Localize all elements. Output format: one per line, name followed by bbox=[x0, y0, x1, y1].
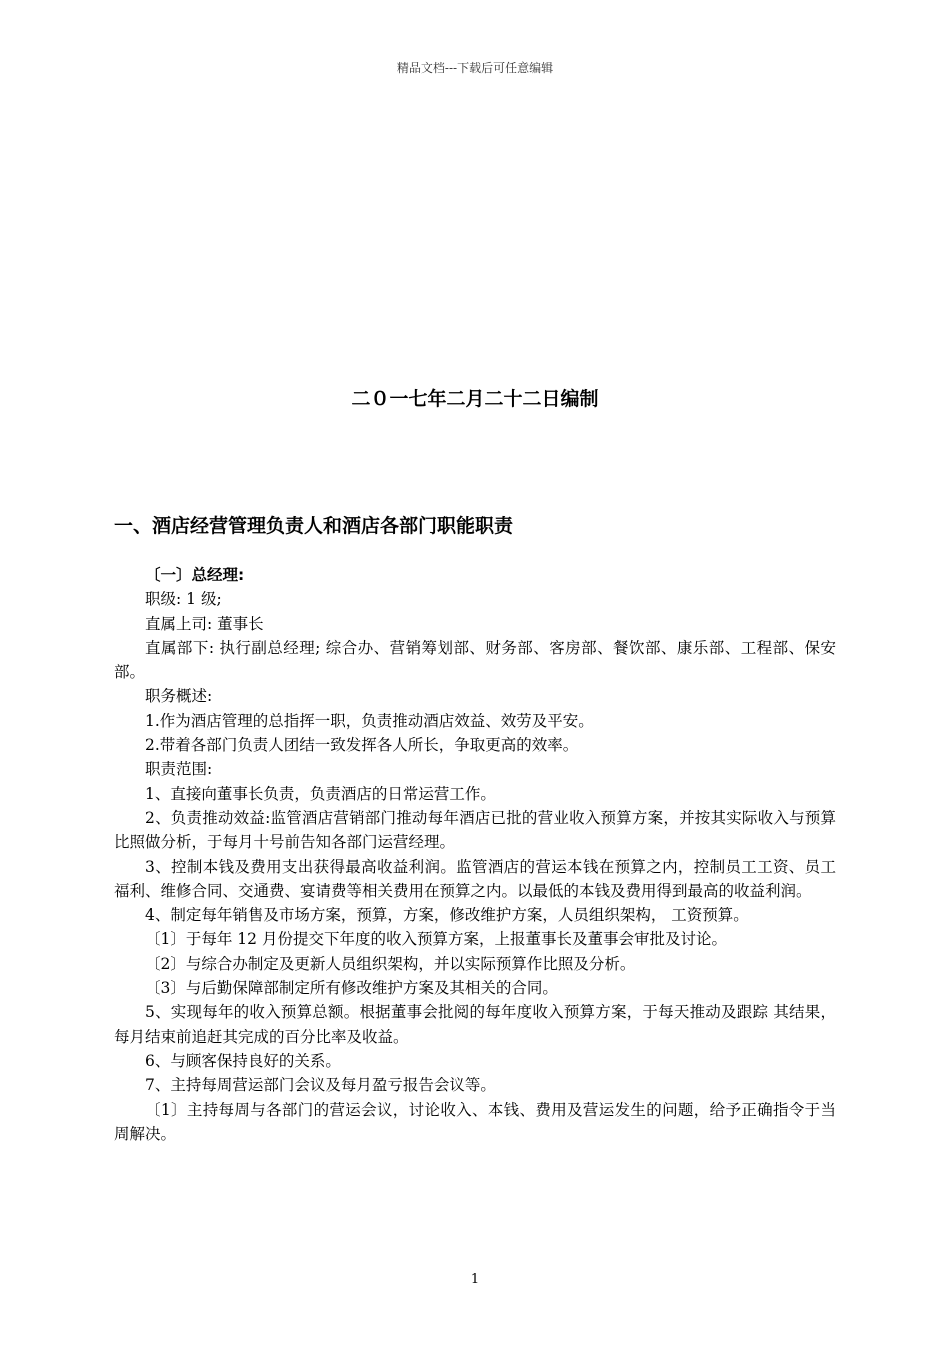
paragraph: 〔1〕于每年 12 月份提交下年度的收入预算方案，上报董事长及董事会审批及讨论。 bbox=[145, 930, 727, 949]
page-header: 精品文档---下载后可任意编辑 bbox=[396, 61, 554, 75]
paragraph: 2.带着各部门负责人团结一致发挥各人所长，争取更高的效率。 bbox=[145, 736, 579, 755]
paragraph: 3、控制本钱及费用支出获得最高收益利润。监管酒店的营运本钱在预算之内，控制员工工资、员工福利、维修合同、交通费、宴请费等相关费用在预算之内。以最低的本钱及费用得到最高的收益利润。 bbox=[114, 857, 836, 900]
paragraph: 5、实现每年的收入预算总额。根据董事会批阅的每年度收入预算方案，于每天推动及跟踪 其结果，每月结束前追赶其完成的百分比率及收益。 bbox=[114, 1003, 836, 1046]
paragraph: 职责范围: bbox=[145, 760, 213, 779]
paragraph: 职级: 1 级; bbox=[145, 590, 222, 609]
paragraph: 〔1〕主持每周与各部门的营运会议，讨论收入、本钱、费用及营运发生的问题，给予正确指令于当周解决。 bbox=[114, 1100, 836, 1143]
paragraph: 1、直接向董事长负责，负责酒店的日常运营工作。 bbox=[145, 784, 496, 803]
paragraph: 直属上司: 董事长 bbox=[145, 614, 264, 633]
paragraph: 6、与顾客保持良好的关系。 bbox=[145, 1051, 341, 1070]
paragraph: 2、负责推动效益:监管酒店营销部门推动每年酒店已批的营业收入预算方案，并按其实际收入与预算比照做分析，于每月十号前告知各部门运营经理。 bbox=[114, 808, 836, 852]
paragraph: 直属部下: 执行副总经理; 综合办、营销筹划部、财务部、客房部、餐饮部、康乐部、工程部、保安部。 bbox=[114, 638, 836, 682]
paragraph: 4、制定每年销售及市场方案，预算，方案，修改维护方案，人员组织架构， 工资预算。 bbox=[145, 906, 749, 925]
paragraph: 〔3〕与后勤保障部制定所有修改维护方案及其相关的合同。 bbox=[145, 979, 558, 998]
date-title: 二０一七年二月二十二日编制 bbox=[351, 388, 599, 410]
paragraph: 1.作为酒店管理的总指挥一职，负责推动酒店效益、效劳及平安。 bbox=[145, 711, 594, 730]
section-title: 一、酒店经营管理负责人和酒店各部门职能职责 bbox=[114, 515, 514, 537]
subsection-title: 〔一〕总经理: bbox=[145, 566, 245, 584]
document-body bbox=[114, 563, 836, 1146]
paragraph: 职务概述: bbox=[145, 687, 213, 706]
paragraph: 〔2〕与综合办制定及更新人员组织架构，并以实际预算作比照及分析。 bbox=[145, 954, 636, 973]
page-number: 1 bbox=[470, 1272, 480, 1287]
paragraph: 7、主持每周营运部门会议及每月盈亏报告会议等。 bbox=[145, 1076, 496, 1095]
